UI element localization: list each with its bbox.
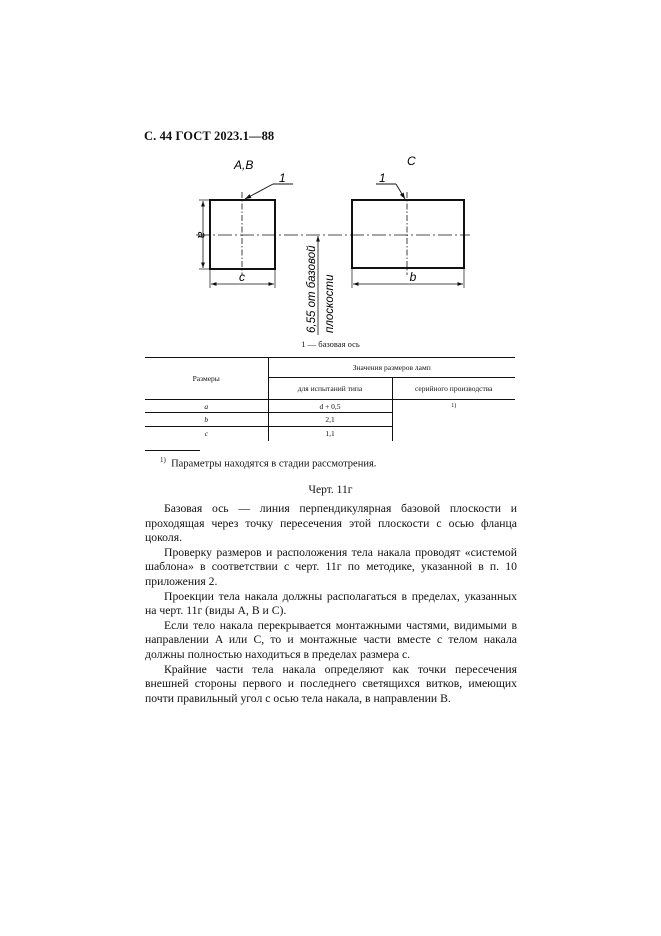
callout-arrow-right xyxy=(396,184,405,199)
footnote xyxy=(160,456,376,470)
table-row-b-value: 2,1 xyxy=(268,413,392,427)
footnote-marker: 1) xyxy=(160,456,166,464)
paragraph: Проекции тела накала должны располагаться в пределах, указанных на черт. 11г (виды A, B и C). xyxy=(145,589,517,618)
paragraph: Проверку размеров и расположения тела накала проводят «системой шаблона» в соответствии с черт. 11г по методике, указанной в п. 10 приложения 2. xyxy=(145,545,517,588)
dimension-a-label: a xyxy=(195,231,209,239)
body-text xyxy=(145,500,517,706)
paragraph: Если тело накала перекрывается монтажными частями, видимыми в направлении A или C, то и монтажные части вместе с телом накала должны полностью находиться в пределах размера c. xyxy=(145,618,517,661)
table-header-values: Значения размеров ламп xyxy=(268,358,515,378)
paragraph: Базовая ось — линия перпендикулярная базовой плоскости и проходящая через точку пересечения этой плоскости с осью фланца цоколя. xyxy=(145,502,517,545)
figure-legend: 1 — базовая ось xyxy=(301,339,360,349)
figure-title: Черт. 11г xyxy=(308,484,353,496)
filament-projection-c xyxy=(352,200,464,268)
table-header-serial: серийного производства xyxy=(392,378,515,400)
table-row-b-name: b xyxy=(145,413,268,427)
dimension-c-label: c xyxy=(239,270,245,284)
table-header-type-test: для испытаний типа xyxy=(268,378,392,400)
table-row-a-name: a xyxy=(145,400,268,413)
vertical-note-line-2: плоскости xyxy=(324,274,336,333)
table-row-c-name: c xyxy=(204,429,208,439)
callout-label-left: 1 xyxy=(279,171,286,185)
drawing-11g xyxy=(0,0,661,340)
view-label-c: C xyxy=(407,154,416,168)
filament-projection-ab xyxy=(210,200,275,269)
dimensions-table xyxy=(145,357,515,441)
table-row-c-value: 1,1 xyxy=(268,427,392,441)
table-header-sizes: Размеры xyxy=(145,358,268,400)
callout-arrow-left xyxy=(245,184,273,199)
page-header: С. 44 ГОСТ 2023.1—88 xyxy=(144,129,275,143)
footnote-rule xyxy=(145,450,200,451)
callout-label-right: 1 xyxy=(379,171,386,185)
paragraph: Крайние части тела накала определяют как точки пересечения внешней стороны первого и последнего светящихся витков, имеющих почти правильный угол с осью тела накала, в направлении B. xyxy=(145,662,517,705)
table-serial-value: 1) xyxy=(392,400,515,441)
view-label-ab: A,B xyxy=(234,158,254,172)
dimension-b-label: b xyxy=(409,270,417,284)
footnote-text: Параметры находятся в стадии рассмотрения. xyxy=(171,458,377,470)
vertical-note-line-1: 6,55 от базовой xyxy=(306,245,318,333)
table-row-a-value: d + 0,5 xyxy=(268,400,392,413)
